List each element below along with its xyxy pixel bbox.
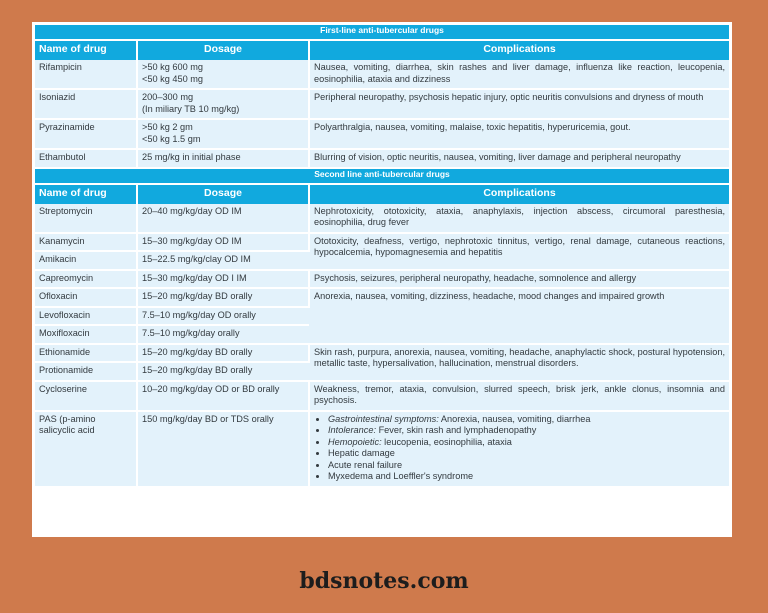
bullet-text: Hepatic damage <box>328 448 395 458</box>
bullet-text: leucopenia, eosinophilia, ataxia <box>381 436 512 447</box>
drug-name: Streptomycin <box>35 204 137 233</box>
header-name-of-drug: Name of drug <box>35 184 137 204</box>
site-brand: bdsnotes.com <box>299 568 469 594</box>
drug-name: Levofloxacin <box>35 307 137 326</box>
drug-dosage: 15–20 mg/kg/day BD orally <box>137 288 309 307</box>
drug-complications: Ototoxicity, deafness, vertigo, nephrotoxic tinnitus, vertigo, renal damage, cutaneous reactions, hypocalcemia, hypomagnesemia and hepatitis <box>309 233 729 270</box>
list-item <box>328 471 725 483</box>
drug-complications: Weakness, tremor, ataxia, convulsion, slurred speech, brisk jerk, ankle clonus, insomnia and psychosis. <box>309 381 729 411</box>
table-row <box>35 149 729 168</box>
header-dosage: Dosage <box>137 40 309 60</box>
first-line-title: First-line anti-tubercular drugs <box>35 25 729 40</box>
drug-name: Protionamide <box>35 362 137 381</box>
complications-list <box>314 414 725 483</box>
drug-name: Ofloxacin <box>35 288 137 307</box>
list-item <box>328 425 725 437</box>
drug-name: Isoniazid <box>35 89 137 119</box>
list-item <box>328 414 725 426</box>
drug-name: Ethambutol <box>35 149 137 168</box>
table-row <box>35 204 729 233</box>
table-row <box>35 89 729 119</box>
table-row <box>35 60 729 89</box>
drug-complications: Blurring of vision, optic neuritis, nausea, vomiting, liver damage and peripheral neuropathy <box>309 149 729 168</box>
table-row <box>35 233 729 252</box>
drug-dosage: 150 mg/kg/day BD or TDS orally <box>137 411 309 487</box>
table-row <box>35 411 729 487</box>
drug-dosage: 7.5–10 mg/kg/day orally <box>137 325 309 344</box>
drug-name: Pyrazinamide <box>35 119 137 149</box>
drug-name: PAS (p-amino salicyclic acid <box>35 411 137 487</box>
second-line-section-row <box>35 168 729 184</box>
drug-dosage: 15–30 mg/kg/day OD I IM <box>137 270 309 289</box>
drug-name: Cycloserine <box>35 381 137 411</box>
first-line-section-row <box>35 25 729 40</box>
table-row <box>35 119 729 149</box>
header-complications: Complications <box>309 40 729 60</box>
table-row <box>35 344 729 363</box>
drug-name: Amikacin <box>35 251 137 270</box>
drug-table-card <box>32 22 732 537</box>
drug-complications: Nausea, vomiting, diarrhea, skin rashes and liver damage, influenza like reaction, leucopenia, eosinophilia, ataxia and dizziness <box>309 60 729 89</box>
drug-complications: Psychosis, seizures, peripheral neuropathy, headache, somnolence and allergy <box>309 270 729 289</box>
bullet-text: Myxedema and Loeffler's syndrome <box>328 471 474 481</box>
drug-complications: Nephrotoxicity, ototoxicity, ataxia, anaphylaxis, injection abscess, circumoral paresthesia, eosinophilia, drug fever <box>309 204 729 233</box>
table-row <box>35 270 729 289</box>
header-complications: Complications <box>309 184 729 204</box>
bullet-text: Anorexia, nausea, vomiting, diarrhea <box>438 413 591 424</box>
bullet-label: Intolerance: <box>328 425 377 435</box>
drug-name: Kanamycin <box>35 233 137 252</box>
drug-complications: Anorexia, nausea, vomiting, dizziness, headache, mood changes and impaired growth <box>309 288 729 344</box>
drug-dosage: 15–22.5 mg/kg/clay OD IM <box>137 251 309 270</box>
anti-tubercular-drugs-table <box>35 25 729 488</box>
drug-dosage: >50 kg 2 gm <50 kg 1.5 gm <box>137 119 309 149</box>
list-item <box>328 460 725 472</box>
drug-dosage: 20–40 mg/kg/day OD IM <box>137 204 309 233</box>
first-line-header-row <box>35 40 729 60</box>
header-name-of-drug: Name of drug <box>35 40 137 60</box>
drug-dosage: 25 mg/kg in initial phase <box>137 149 309 168</box>
list-item <box>328 448 725 460</box>
drug-dosage: >50 kg 600 mg <50 kg 450 mg <box>137 60 309 89</box>
bullet-text: Fever, skin rash and lymphadenopathy <box>376 425 537 435</box>
second-line-header-row <box>35 184 729 204</box>
drug-complications: Polyarthralgia, nausea, vomiting, malaise, toxic hepatitis, hyperuricemia, gout. <box>309 119 729 149</box>
drug-name: Ethionamide <box>35 344 137 363</box>
drug-dosage: 15–20 mg/kg/day BD orally <box>137 362 309 381</box>
drug-complications: Skin rash, purpura, anorexia, nausea, vomiting, headache, anaphylactic shock, postural hypotension, metallic taste, hypersalivation, hallucination, menstrual disorders. <box>309 344 729 381</box>
drug-dosage: 7.5–10 mg/kg/day OD orally <box>137 307 309 326</box>
drug-complications <box>309 411 729 487</box>
list-item <box>328 437 725 449</box>
drug-complications: Peripheral neuropathy, psychosis hepatic injury, optic neuritis convulsions and dryness of mouth <box>309 89 729 119</box>
drug-name: Capreomycin <box>35 270 137 289</box>
bullet-label: Gastrointestinal symptoms: <box>328 413 439 424</box>
drug-dosage: 15–30 mg/kg/day OD IM <box>137 233 309 252</box>
second-line-title: Second line anti-tubercular drugs <box>35 168 729 184</box>
bullet-text: Acute renal failure <box>328 459 403 470</box>
bullet-label: Hemopoietic: <box>328 436 382 447</box>
drug-name: Moxifloxacin <box>35 325 137 344</box>
header-dosage: Dosage <box>137 184 309 204</box>
drug-dosage: 10–20 mg/kg/day OD or BD orally <box>137 381 309 411</box>
table-row <box>35 288 729 307</box>
table-row <box>35 381 729 411</box>
drug-dosage: 15–20 mg/kg/day BD orally <box>137 344 309 363</box>
drug-dosage: 200–300 mg (In miliary TB 10 mg/kg) <box>137 89 309 119</box>
drug-name: Rifampicin <box>35 60 137 89</box>
